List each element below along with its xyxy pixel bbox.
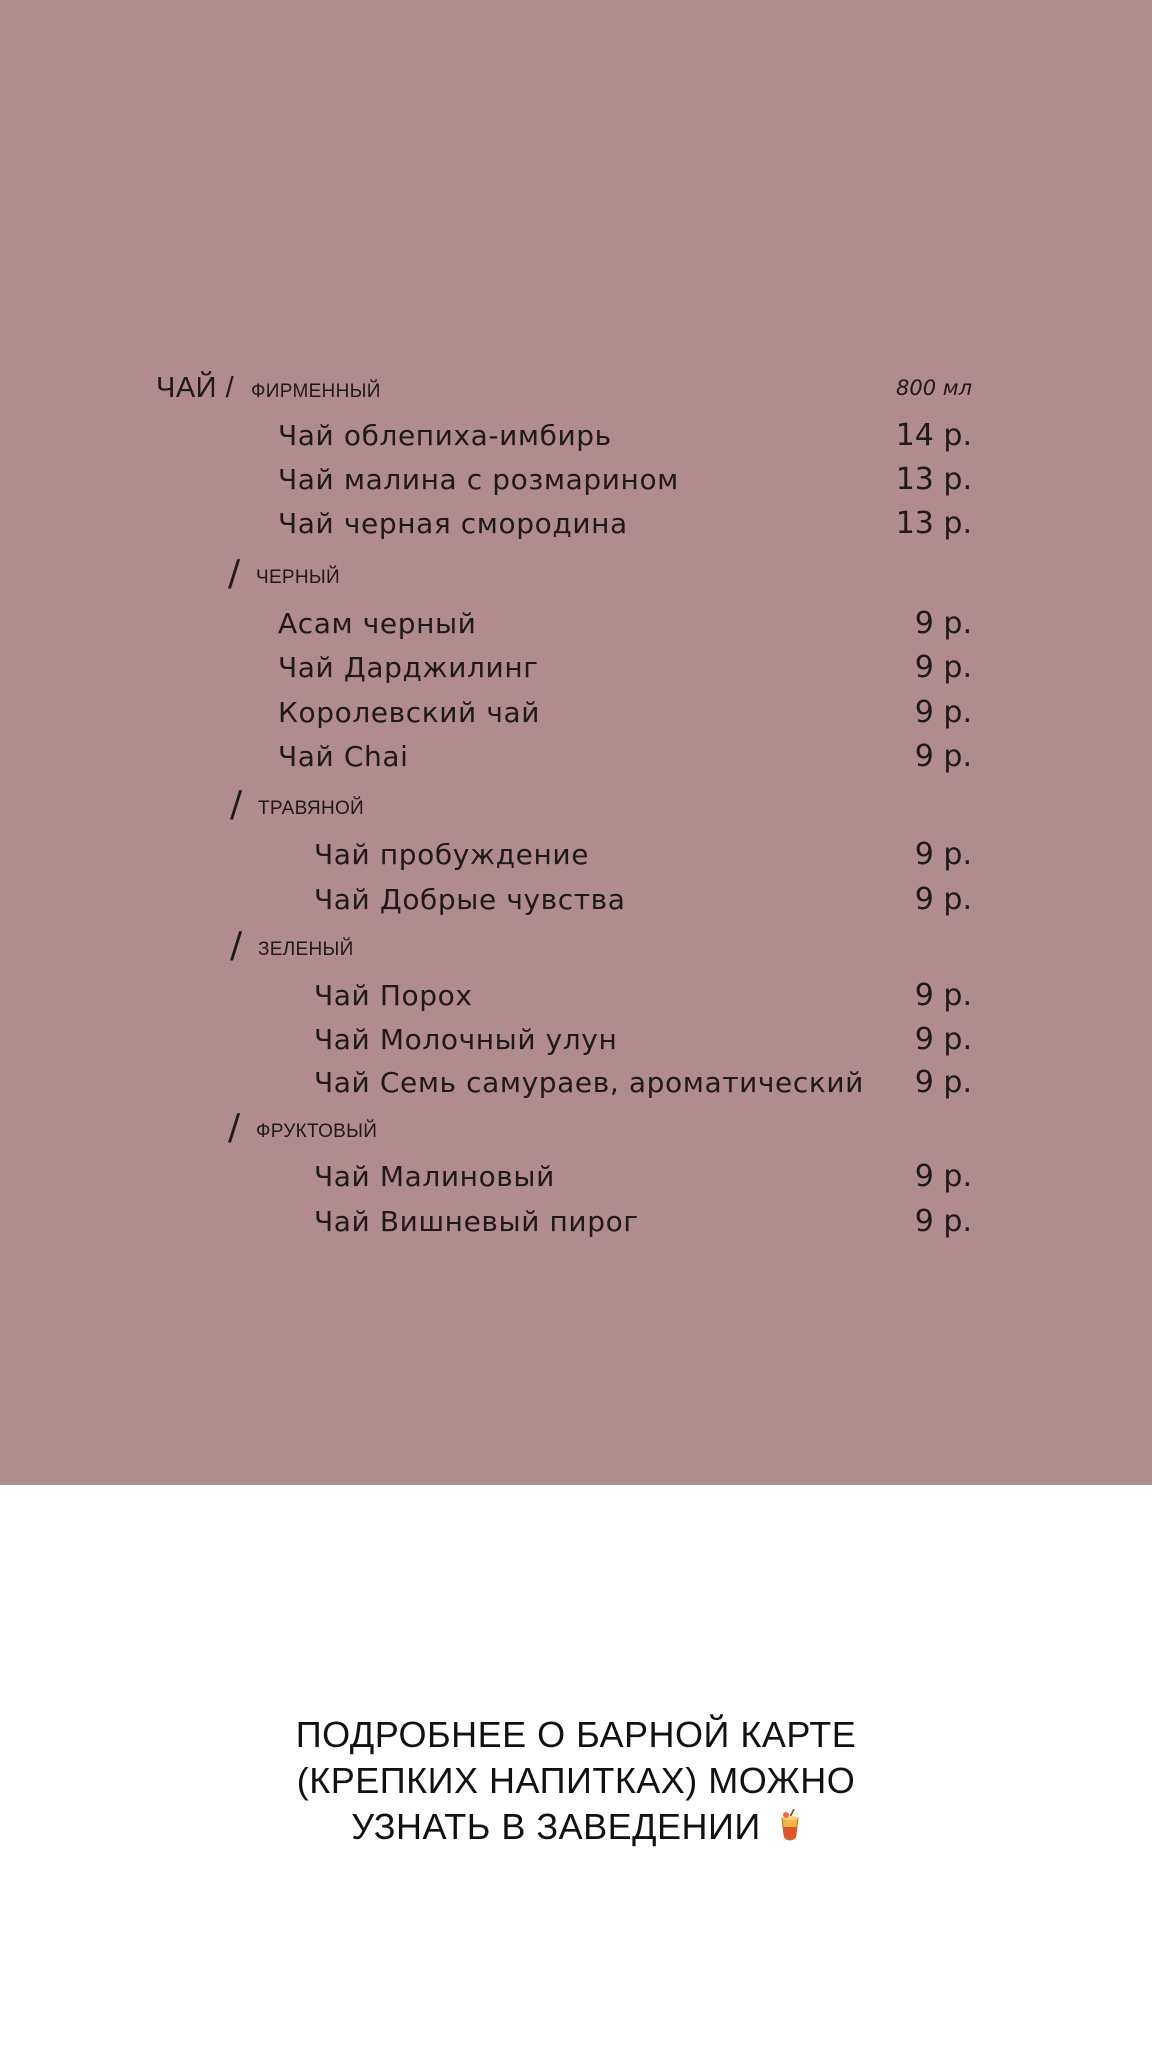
list-item bbox=[0, 502, 1152, 546]
item-price: 9 р. bbox=[914, 650, 972, 685]
item-name: Чай малина с розмарином bbox=[278, 463, 679, 496]
list-item bbox=[0, 833, 1152, 877]
item-name: Асам черный bbox=[278, 607, 477, 640]
footer-line-last bbox=[0, 1804, 1152, 1850]
list-item bbox=[0, 414, 1152, 458]
item-name: Чай Вишневый пирог bbox=[314, 1205, 639, 1238]
item-name: Чай Семь самураев, ароматический bbox=[314, 1066, 864, 1099]
list-item bbox=[0, 646, 1152, 690]
item-name: Чай Chai bbox=[278, 740, 409, 773]
tropical-drink-icon bbox=[779, 1808, 801, 1842]
item-price: 9 р. bbox=[914, 695, 972, 730]
list-item bbox=[0, 1155, 1152, 1199]
section-label-fruit: ФРУКТОВЫЙ bbox=[256, 1121, 378, 1142]
item-price: 9 р. bbox=[914, 1022, 972, 1057]
volume-label: 800 мл bbox=[895, 376, 972, 400]
section-slash: / bbox=[228, 553, 241, 594]
list-item bbox=[0, 1061, 1152, 1105]
list-item bbox=[0, 974, 1152, 1018]
section-label-green: ЗЕЛЕНЫЙ bbox=[258, 939, 354, 960]
list-item bbox=[0, 735, 1152, 779]
item-price: 9 р. bbox=[914, 739, 972, 774]
item-name: Чай Добрые чувства bbox=[314, 883, 626, 916]
item-price: 9 р. bbox=[914, 1204, 972, 1239]
item-name: Чай Порох bbox=[314, 979, 473, 1012]
section-slash: / bbox=[228, 1107, 241, 1148]
footer-line-text: УЗНАТЬ В ЗАВЕДЕНИИ bbox=[351, 1806, 761, 1847]
list-item bbox=[0, 458, 1152, 502]
item-price: 9 р. bbox=[914, 1159, 972, 1194]
section-header-fruit bbox=[0, 1106, 1152, 1150]
item-price: 9 р. bbox=[914, 978, 972, 1013]
list-item bbox=[0, 1200, 1152, 1244]
list-item bbox=[0, 691, 1152, 735]
section-header-green bbox=[0, 924, 1152, 968]
item-name: Королевский чай bbox=[278, 696, 541, 729]
item-name: Чай черная смородина bbox=[278, 507, 628, 540]
item-name: Чай Малиновый bbox=[314, 1160, 555, 1193]
footer-note bbox=[0, 1712, 1152, 1850]
item-price: 13 р. bbox=[895, 462, 972, 497]
item-price: 9 р. bbox=[914, 837, 972, 872]
item-price: 9 р. bbox=[914, 1065, 972, 1100]
section-slash: / bbox=[230, 784, 243, 825]
section-header-herbal bbox=[0, 783, 1152, 827]
menu-header-row bbox=[0, 366, 1152, 410]
item-name: Чай пробуждение bbox=[314, 838, 590, 871]
item-name: Чай облепиха-имбирь bbox=[278, 419, 612, 452]
list-item bbox=[0, 878, 1152, 922]
item-price: 14 р. bbox=[895, 418, 972, 453]
item-name: Чай Молочный улун bbox=[314, 1023, 618, 1056]
footer-line: (КРЕПКИХ НАПИТКАХ) МОЖНО bbox=[296, 1760, 856, 1801]
section-label-herbal: ТРАВЯНОЙ bbox=[258, 798, 364, 819]
section-label-black: ЧЕРНЫЙ bbox=[256, 567, 341, 588]
list-item bbox=[0, 602, 1152, 646]
item-price: 9 р. bbox=[914, 606, 972, 641]
category-title: ЧАЙ / bbox=[156, 372, 235, 404]
section-slash: / bbox=[230, 925, 243, 966]
section-label-signature: ФИРМЕННЫЙ bbox=[251, 381, 381, 402]
footer-line: ПОДРОБНЕЕ О БАРНОЙ КАРТЕ bbox=[295, 1714, 857, 1755]
list-item bbox=[0, 1018, 1152, 1062]
item-name: Чай Дарджилинг bbox=[278, 651, 539, 684]
item-price: 9 р. bbox=[914, 882, 972, 917]
section-header-black bbox=[0, 552, 1152, 596]
item-price: 13 р. bbox=[895, 506, 972, 541]
